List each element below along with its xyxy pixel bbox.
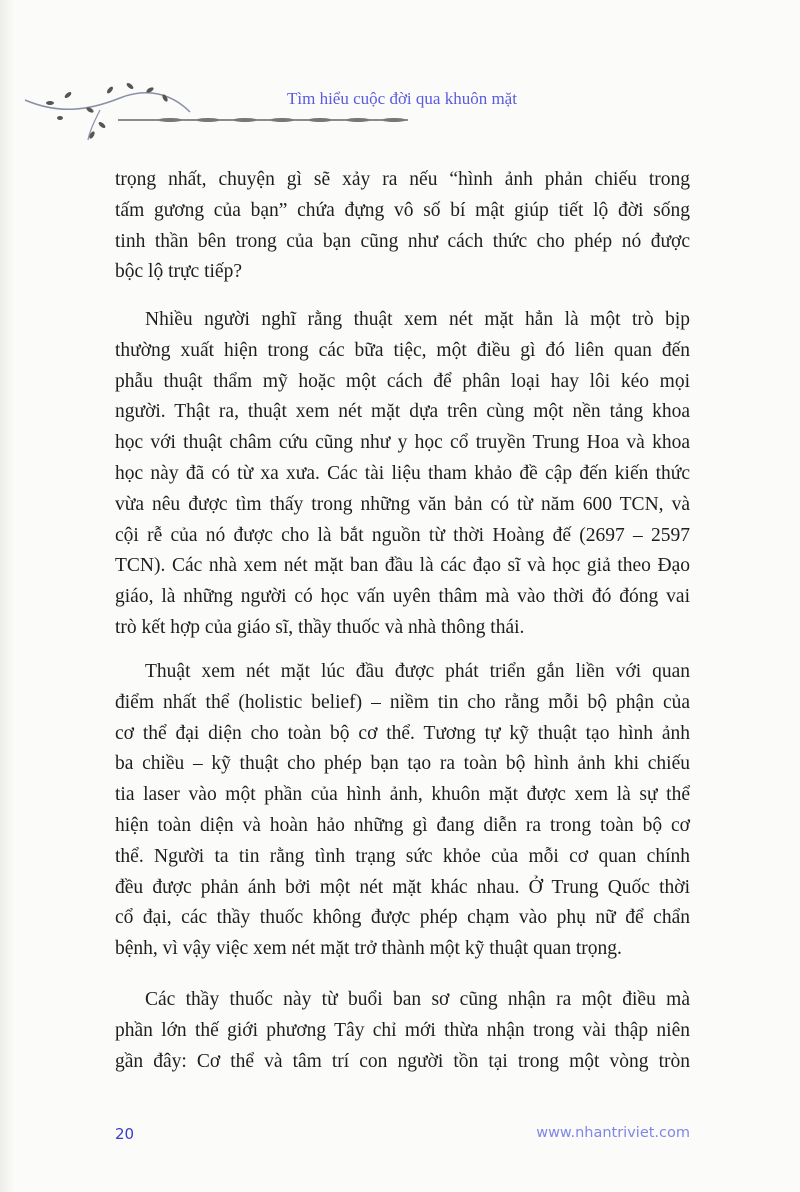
text-line: học này đã có từ xa xưa. Các tài liệu tham khảo đề cập đến kiến thức bbox=[115, 462, 690, 484]
text-line: thường xuất hiện trong các bữa tiệc, một điều gì đó liên quan đến bbox=[115, 339, 690, 361]
text-line: gần đây: Cơ thể và tâm trí con người tồn tại trong một vòng tròn bbox=[115, 1050, 690, 1072]
text-line: vừa nêu được tìm thấy trong những văn bản có từ năm 600 TCN, và bbox=[115, 493, 690, 515]
text-line: Nhiều người nghĩ rằng thuật xem nét mặt hẳn là một trò bịp bbox=[145, 309, 690, 330]
text-line: phẫu thuật thẩm mỹ hoặc một cách để phân loại hay lôi kéo mọi bbox=[115, 370, 690, 392]
text-line: đều được phản ánh bởi một nét mặt khác nhau. Ở Trung Quốc thời bbox=[115, 876, 690, 898]
text-line: hiện toàn diện và hoàn hảo những gì đang diễn ra trong toàn bộ cơ bbox=[115, 814, 690, 836]
paragraph-3 bbox=[115, 657, 690, 965]
text-line: học với thuật châm cứu cũng như y học cổ truyền Trung Hoa và khoa bbox=[115, 432, 690, 454]
text-line: điểm nhất thể (holistic belief) – niềm tin cho rằng mỗi bộ phận của bbox=[115, 691, 690, 713]
text-line: cội rễ của nó được cho là bắt nguồn từ thời Hoàng đế (2697 – 2597 bbox=[115, 524, 690, 546]
publisher-website: www.nhantriviet.com bbox=[536, 1125, 690, 1141]
text-line: bộc lộ trực tiếp? bbox=[115, 261, 242, 283]
text-line: tấm gương của bạn” chứa đựng vô số bí mật giúp tiết lộ đời sống bbox=[115, 199, 690, 221]
text-line: tinh thần bên trong của bạn cũng như cách thức cho phép nó được bbox=[115, 230, 690, 252]
paragraph-2 bbox=[115, 305, 690, 644]
text-line: Các thầy thuốc này từ buổi ban sơ cũng nhận ra một điều mà bbox=[145, 989, 690, 1010]
text-line: giáo, là những người có học vấn uyên thâm mà vào thời đó đóng vai bbox=[115, 586, 690, 608]
text-line: trò kết hợp của giáo sĩ, thầy thuốc và nhà thông thái. bbox=[115, 616, 525, 638]
text-line: phần lớn thế giới phương Tây chỉ mới thừa nhận trong vài thập niên bbox=[115, 1019, 690, 1041]
page-number: 20 bbox=[115, 1125, 135, 1143]
text-line: trọng nhất, chuyện gì sẽ xảy ra nếu “hình ảnh phản chiếu trong bbox=[115, 169, 690, 190]
text-line: bệnh, vì vậy việc xem nét mặt trở thành một kỹ thuật quan trọng. bbox=[115, 938, 622, 960]
paragraph-1 bbox=[115, 165, 690, 288]
running-header-title: Tìm hiểu cuộc đời qua khuôn mặt bbox=[287, 89, 517, 108]
text-line: người. Thật ra, thuật xem nét mặt dựa trên cùng một nền tảng khoa bbox=[115, 401, 690, 423]
page-gutter-shadow bbox=[0, 0, 14, 1192]
text-line: TCN). Các nhà xem nét mặt ban đầu là các đạo sĩ và học giả theo Đạo bbox=[115, 555, 690, 577]
text-line: Thuật xem nét mặt lúc đầu được phát triển gắn liền với quan bbox=[145, 661, 690, 682]
text-line: tia laser vào một phần của hình ảnh, khuôn mặt được xem là sự thể bbox=[115, 784, 690, 806]
paragraph-4 bbox=[115, 985, 690, 1077]
text-line: thể. Người ta tin rằng tình trạng sức khỏe của mỗi cơ quan chính bbox=[115, 845, 690, 867]
text-line: cổ đại, các thầy thuốc không được phép chạm vào phụ nữ để chẩn bbox=[115, 907, 690, 929]
text-line: ba chiều – kỹ thuật cho phép bạn tạo ra toàn bộ hình ảnh khi chiếu bbox=[115, 753, 690, 775]
text-line: cơ thể đại diện cho toàn bộ cơ thể. Tương tự kỹ thuật tạo hình ảnh bbox=[115, 722, 690, 744]
